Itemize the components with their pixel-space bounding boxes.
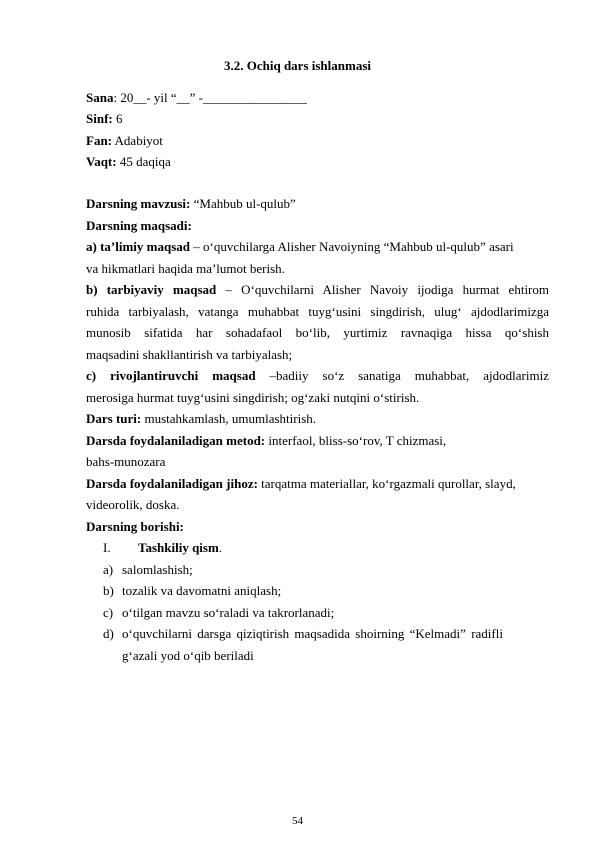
goals-heading: Darsning maqsadi: bbox=[86, 218, 192, 233]
goal-c-line1 bbox=[86, 368, 549, 384]
goal-c-text: –badiiy so‘z sanatiga muhabbat, ajdodlarimiz bbox=[255, 368, 549, 383]
topic-value: “Mahbub ul-qulub” bbox=[190, 196, 296, 211]
goal-c-line2: merosiga hurmat tuyg‘usini singdirish; og‘zaki nutqini o‘stirish. bbox=[86, 390, 420, 405]
section-heading bbox=[138, 540, 222, 556]
list-item: o‘tilgan mavzu so‘raladi va takrorlanadi; bbox=[122, 605, 335, 620]
equipment-label: Darsda foydalaniladigan jihoz: bbox=[86, 476, 258, 491]
time-line bbox=[86, 154, 171, 170]
list-item-letter: a) bbox=[103, 562, 114, 577]
subject-value: Adabiyot bbox=[112, 133, 163, 148]
lesson-type-line bbox=[86, 411, 316, 427]
method-label: Darsda foydalaniladigan metod: bbox=[86, 433, 266, 448]
goal-a-label: a) ta’limiy maqsad bbox=[86, 239, 190, 254]
method-line2: bahs-munozara bbox=[86, 454, 166, 469]
equipment-value: tarqatma materiallar, ko‘rgazmali qurollar, slayd, bbox=[257, 476, 516, 491]
equipment-line2: videorolik, doska. bbox=[86, 497, 180, 512]
section-heading-label: Tashkiliy qism bbox=[138, 540, 219, 555]
list-item-line2: g‘azali yod o‘qib beriladi bbox=[122, 648, 254, 663]
section-number: I. bbox=[103, 540, 111, 555]
topic-line bbox=[86, 196, 296, 212]
date-line bbox=[86, 90, 307, 106]
lesson-type-label: Dars turi: bbox=[86, 411, 142, 426]
procedure-heading: Darsning borishi: bbox=[86, 519, 184, 534]
goal-b-text: – O‘quvchilarni Alisher Navoiy ijodiga hurmat ehtirom bbox=[216, 282, 549, 297]
equipment-line bbox=[86, 476, 516, 492]
time-value: 45 daqiqa bbox=[116, 154, 171, 169]
list-item-letter: d) bbox=[103, 626, 114, 641]
date-label: Sana bbox=[86, 90, 114, 105]
page-number: 54 bbox=[292, 815, 303, 827]
time-label: Vaqt: bbox=[86, 154, 117, 169]
list-item-letter: b) bbox=[103, 583, 114, 598]
class-value: 6 bbox=[112, 111, 123, 126]
topic-label: Darsning mavzusi: bbox=[86, 196, 191, 211]
lesson-type-value: mustahkamlash, umumlashtirish. bbox=[141, 411, 317, 426]
section-heading-end: . bbox=[218, 540, 223, 555]
list-item: salomlashish; bbox=[122, 562, 193, 577]
method-value: interfaol, bliss-so‘rov, T chizmasi, bbox=[265, 433, 447, 448]
method-line bbox=[86, 433, 446, 449]
goal-b-line4: maqsadini shakllantirish va tarbiyalash; bbox=[86, 347, 293, 362]
goal-a-line2: va hikmatlari haqida ma’lumot berish. bbox=[86, 261, 285, 276]
list-item: tozalik va davomatni aniqlash; bbox=[122, 583, 282, 598]
goal-b-line3: munosib sifatida har sohadafaol bo‘lib, yurtimiz ravnaqiga hissa qo‘shish bbox=[86, 325, 549, 340]
goal-c-label: c) rivojlantiruvchi maqsad bbox=[86, 368, 256, 383]
list-item: o‘quvchilarni darsga qiziqtirish maqsadida shoirning “Kelmadi” radifli bbox=[122, 626, 503, 641]
goal-a-text: – o‘quvchilarga Alisher Navoiyning “Mahbub ul-qulub” asari bbox=[190, 239, 514, 254]
list-item-letter: c) bbox=[103, 605, 114, 620]
goal-b-line2: ruhida tarbiyalash, vatanga muhabbat tuyg‘usini singdirish, ulug‘ ajdodlarimizga bbox=[86, 304, 549, 319]
class-line bbox=[86, 111, 122, 127]
subject-label: Fan: bbox=[86, 133, 112, 148]
date-value: : 20__- yil “__” -________________ bbox=[113, 90, 308, 105]
goal-b-label: b) tarbiyaviy maqsad bbox=[86, 282, 217, 297]
section-title: 3.2. Ochiq dars ishlanmasi bbox=[223, 58, 371, 73]
subject-line bbox=[86, 133, 163, 149]
class-label: Sinf: bbox=[86, 111, 113, 126]
goal-a-line1 bbox=[86, 239, 514, 255]
goal-b-line1 bbox=[86, 282, 549, 298]
